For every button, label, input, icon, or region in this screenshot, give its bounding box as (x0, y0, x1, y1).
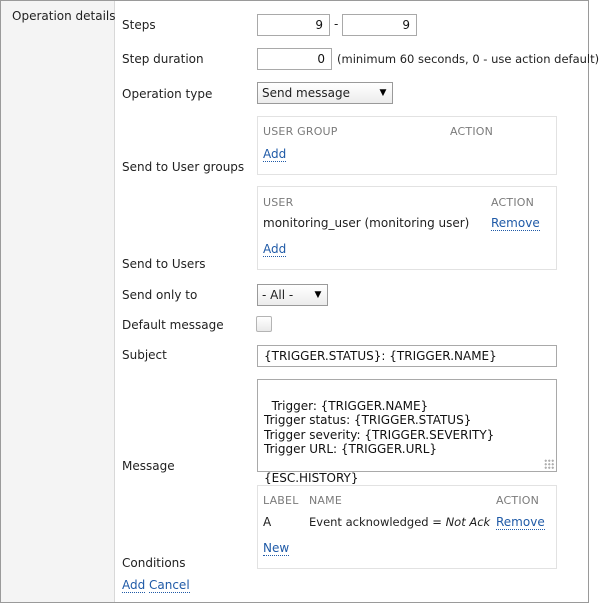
new-condition-link[interactable]: New (263, 541, 290, 555)
steps-label: Steps (122, 18, 156, 32)
condition-name-value: Not Ack (445, 515, 491, 529)
send-only-to-value: - All - (262, 288, 294, 302)
steps-separator: - (334, 17, 339, 31)
section-label-column (1, 1, 115, 602)
operation-type-value: Send message (262, 86, 350, 100)
resize-grip-icon[interactable] (544, 459, 554, 469)
section-title: Operation details (12, 9, 116, 23)
chevron-down-icon: ▼ (379, 88, 387, 98)
remove-condition-link[interactable]: Remove (496, 515, 545, 529)
add-user-link[interactable]: Add (263, 242, 287, 256)
message-label: Message (122, 459, 175, 473)
condition-row-name (309, 515, 490, 529)
user-group-column-header: USER GROUP (263, 125, 338, 138)
remove-user-link[interactable]: Remove (491, 216, 540, 230)
default-message-checkbox[interactable] (256, 316, 272, 332)
operation-type-label: Operation type (122, 87, 213, 101)
send-only-to-label: Send only to (122, 288, 198, 302)
send-only-to-select[interactable] (257, 284, 328, 306)
add-user-group-link[interactable]: Add (263, 147, 287, 161)
conditions-label: Conditions (122, 556, 186, 570)
step-duration-label: Step duration (122, 52, 204, 66)
user-action-column-header: ACTION (491, 196, 535, 209)
step-duration-input[interactable]: 0 (257, 48, 332, 70)
subject-input[interactable]: {TRIGGER.STATUS}: {TRIGGER.NAME} (257, 345, 557, 367)
steps-from-input[interactable]: 9 (257, 14, 330, 36)
condition-row-label: A (263, 515, 272, 529)
user-row-name: monitoring_user (monitoring user) (263, 216, 470, 230)
steps-to-input[interactable]: 9 (342, 14, 417, 36)
step-duration-hint: (minimum 60 seconds, 0 - use action default) (337, 52, 599, 66)
send-to-user-groups-label: Send to User groups (122, 160, 245, 174)
user-column-header: USER (263, 196, 294, 209)
operation-type-select[interactable] (257, 82, 393, 104)
add-operation-link[interactable]: Add (122, 578, 146, 592)
condition-label-column-header: LABEL (263, 494, 299, 507)
user-group-action-column-header: ACTION (450, 125, 494, 138)
condition-name-column-header: NAME (309, 494, 342, 507)
message-textarea[interactable] (257, 379, 557, 485)
users-table (257, 186, 557, 270)
subject-label: Subject (122, 348, 167, 362)
condition-name-prefix: Event acknowledged = (309, 515, 446, 529)
conditions-table (257, 485, 557, 569)
message-text: Trigger: {TRIGGER.NAME} Trigger status: {TRIGGER.STATUS} Trigger severity: {TRIGGER.SEVERITY} Trigger URL: {TRIGGER.URL} {ESC.HISTORY} (264, 398, 495, 485)
send-to-users-label: Send to Users (122, 257, 206, 271)
condition-action-column-header: ACTION (496, 494, 540, 507)
cancel-operation-link[interactable]: Cancel (149, 578, 190, 592)
user-groups-table (257, 116, 557, 175)
default-message-label: Default message (122, 318, 224, 332)
chevron-down-icon: ▼ (314, 290, 322, 300)
